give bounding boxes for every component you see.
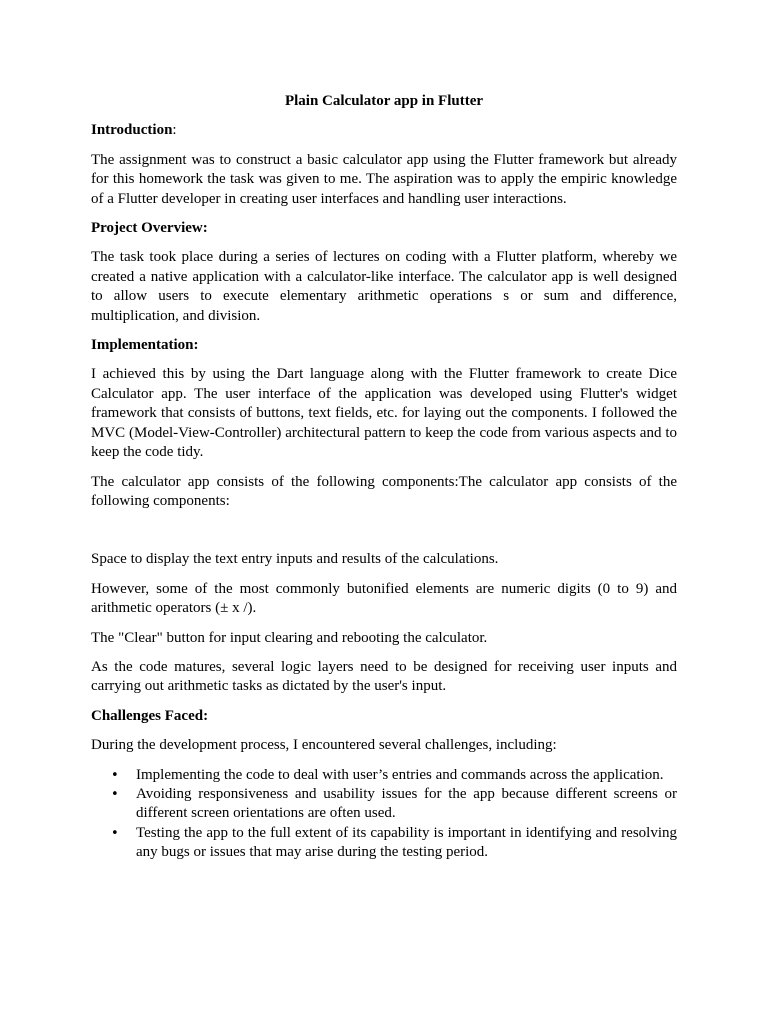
bullet-icon: •	[111, 767, 119, 783]
document-title: Plain Calculator app in Flutter	[284, 93, 484, 109]
implementation-paragraph-3: Space to display the text entry inputs and results of the calculations.	[91, 551, 499, 568]
project-overview-paragraph: The task took place during a series of lectures on coding with a Flutter platform, whereby we created a native application with a calculator-like interface. The calculator app is well designed to allow users to execute elementary arithmetic operations s or sum and difference, multiplication, and division.	[91, 249, 677, 324]
implementation-paragraph-5: The "Clear" button for input clearing and rebooting the calculator.	[91, 629, 488, 646]
challenges-intro: During the development process, I encountered several challenges, including:	[91, 737, 557, 754]
implementation-paragraph-2: The calculator app consists of the following components:The calculator app consists of the following components:	[91, 473, 677, 509]
list-item-text: Avoiding responsiveness and usability issues for the app because different screens or different screen orientations are often used.	[136, 785, 677, 822]
challenges-list	[91, 766, 677, 863]
implementation-paragraph-4: However, some of the most commonly butonified elements are numeric digits (0 to 9) and arithmetic operators (± x /).	[91, 580, 677, 617]
list-item	[91, 785, 677, 824]
challenges-heading: Challenges Faced:	[91, 707, 209, 724]
project-overview-heading: Project Overview:	[91, 220, 208, 237]
introduction-heading-colon: :	[172, 122, 177, 139]
implementation-paragraph-1: I achieved this by using the Dart language along with the Flutter framework to create Dice Calculator app. The user interface of the application was developed using Flutter's widget framework that consists of buttons, text fields, etc. for laying out the components. I followed the MVC (Model-View-Controller) architectural pattern to keep the code from various aspects and to keep the code tidy.	[91, 366, 677, 461]
list-item-text: Implementing the code to deal with user’s entries and commands across the application.	[136, 766, 664, 783]
introduction-heading-text: Introduction	[91, 122, 173, 139]
list-item-text: Testing the app to the full extent of its capability is important in identifying and resolving any bugs or issues that may arise during the testing period.	[136, 824, 677, 861]
blank-line	[91, 521, 677, 550]
list-item	[91, 766, 677, 785]
implementation-paragraph-6: As the code matures, several logic layers need to be designed for receiving user inputs and carrying out arithmetic tasks as dictated by the user's input.	[91, 658, 677, 695]
list-item	[91, 824, 677, 863]
bullet-icon: •	[111, 825, 119, 841]
document-page	[91, 92, 677, 863]
introduction-heading	[91, 121, 677, 140]
bullet-icon: •	[111, 786, 119, 802]
implementation-heading: Implementation:	[91, 337, 199, 354]
introduction-paragraph: The assignment was to construct a basic calculator app using the Flutter framework but already for this homework the task was given to me. The aspiration was to apply the empiric knowledge of a Flutter developer in creating user interfaces and handling user interactions.	[91, 151, 677, 207]
